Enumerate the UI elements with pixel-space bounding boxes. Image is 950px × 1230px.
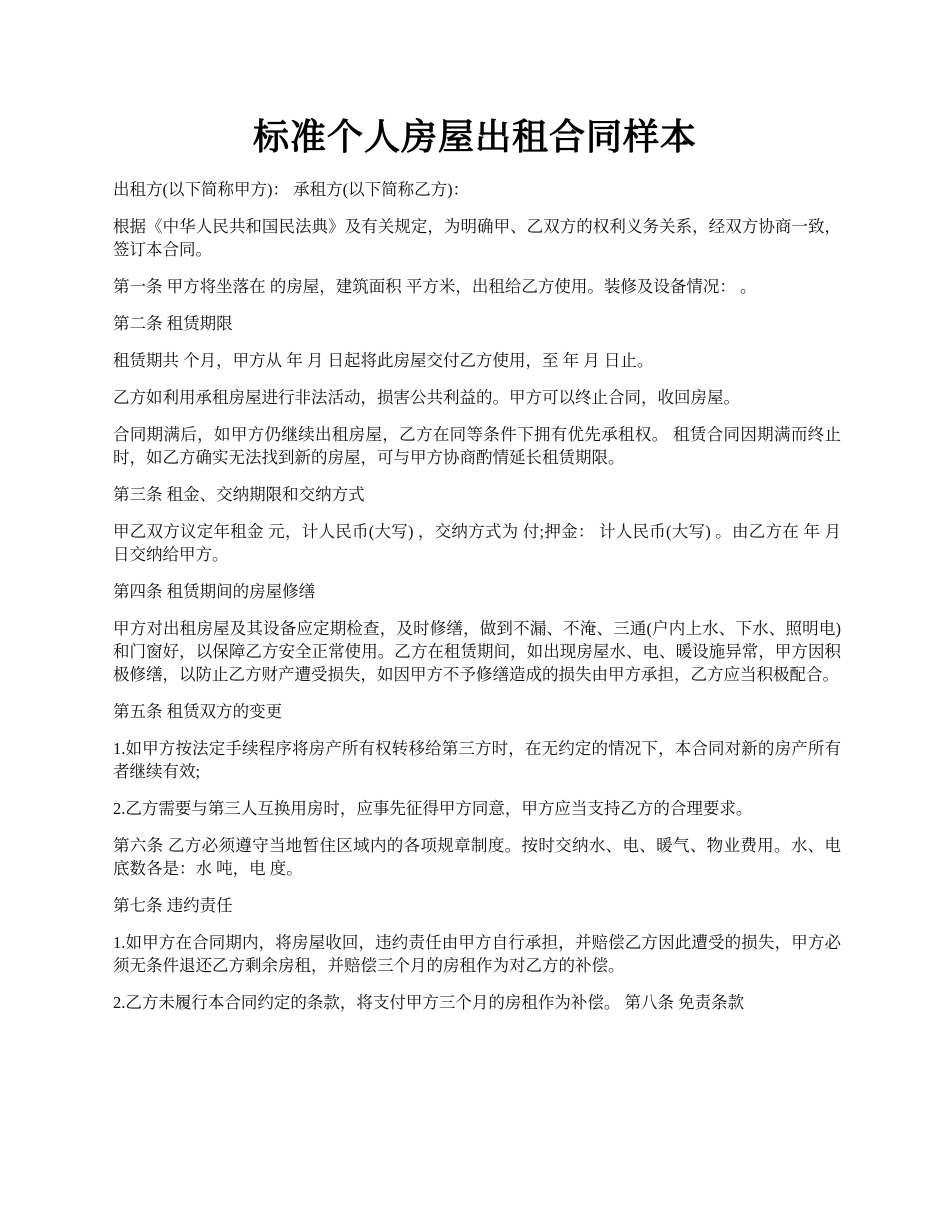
- paragraph-article-1: 第一条 甲方将坐落在 的房屋，建筑面积 平方米，出租给乙方使用。装修及设备情况： 。: [113, 277, 757, 296]
- heading-article-3: 第三条 租金、交纳期限和交纳方式: [113, 485, 365, 504]
- paragraph-change-1: 1.如甲方按法定手续程序将房产所有权转移给第三方时，在无约定的情况下，本合同对新的房产所有者继续有效;: [113, 739, 841, 781]
- paragraph-illegal-use: 乙方如利用承租房屋进行非法活动，损害公共利益的。甲方可以终止合同，收回房屋。: [113, 388, 740, 407]
- document-title: 标准个人房屋出租合同样本: [252, 116, 697, 158]
- document-body: [113, 178, 841, 1028]
- paragraph-renewal: 合同期满后，如甲方仍继续出租房屋，乙方在同等条件下拥有优先承租权。 租赁合同因期满而终止时，如乙方确实无法找到新的房屋，可与甲方协商酌情延长租赁期限。: [113, 425, 841, 467]
- paragraph-parties: 出租方(以下简称甲方)： 承租方(以下简称乙方)：: [113, 180, 470, 199]
- paragraph-repairs: 甲方对出租房屋及其设备应定期检查，及时修缮，做到不漏、不淹、三通(户内上水、下水、照明电)和门窗好，以保障乙方安全正常使用。乙方在租赁期间，如出现房屋水、电、暖设施异常，甲方因积极修缮，以防止乙方财产遭受损失，如因甲方不予修缮造成的损失由甲方承担，乙方应当积极配合。: [113, 619, 841, 684]
- paragraph-breach-2: 2.乙方未履行本合同约定的条款，将支付甲方三个月的房租作为补偿。 第八条 免责条款: [113, 993, 745, 1012]
- heading-article-2: 第二条 租赁期限: [113, 314, 233, 333]
- heading-article-7: 第七条 违约责任: [113, 896, 233, 915]
- paragraph-breach-1: 1.如甲方在合同期内，将房屋收回，违约责任由甲方自行承担，并赔偿乙方因此遭受的损失，甲方必须无条件退还乙方剩余房租，并赔偿三个月的房租作为对乙方的补偿。: [113, 933, 841, 975]
- heading-article-4: 第四条 租赁期间的房屋修缮: [113, 582, 316, 601]
- heading-article-5: 第五条 租赁双方的变更: [113, 702, 283, 721]
- paragraph-lease-term: 租赁期共 个月，甲方从 年 月 日起将此房屋交付乙方使用，至 年 月 日止。: [113, 351, 654, 370]
- paragraph-rent: 甲乙双方议定年租金 元，计人民币(大写) ，交纳方式为 付;押金： 计人民币(大写) 。由乙方在 年 月 日交纳给甲方。: [113, 522, 841, 564]
- paragraph-preamble: 根据《中华人民共和国民法典》及有关规定，为明确甲、乙双方的权利义务关系，经双方协商一致，签订本合同。: [113, 217, 841, 259]
- paragraph-article-6: 第六条 乙方必须遵守当地暂住区域内的各项规章制度。按时交纳水、电、暖气、物业费用。水、电底数各是：水 吨，电 度。: [113, 836, 841, 878]
- paragraph-change-2: 2.乙方需要与第三人互换用房时，应事先征得甲方同意，甲方应当支持乙方的合理要求。: [113, 799, 753, 818]
